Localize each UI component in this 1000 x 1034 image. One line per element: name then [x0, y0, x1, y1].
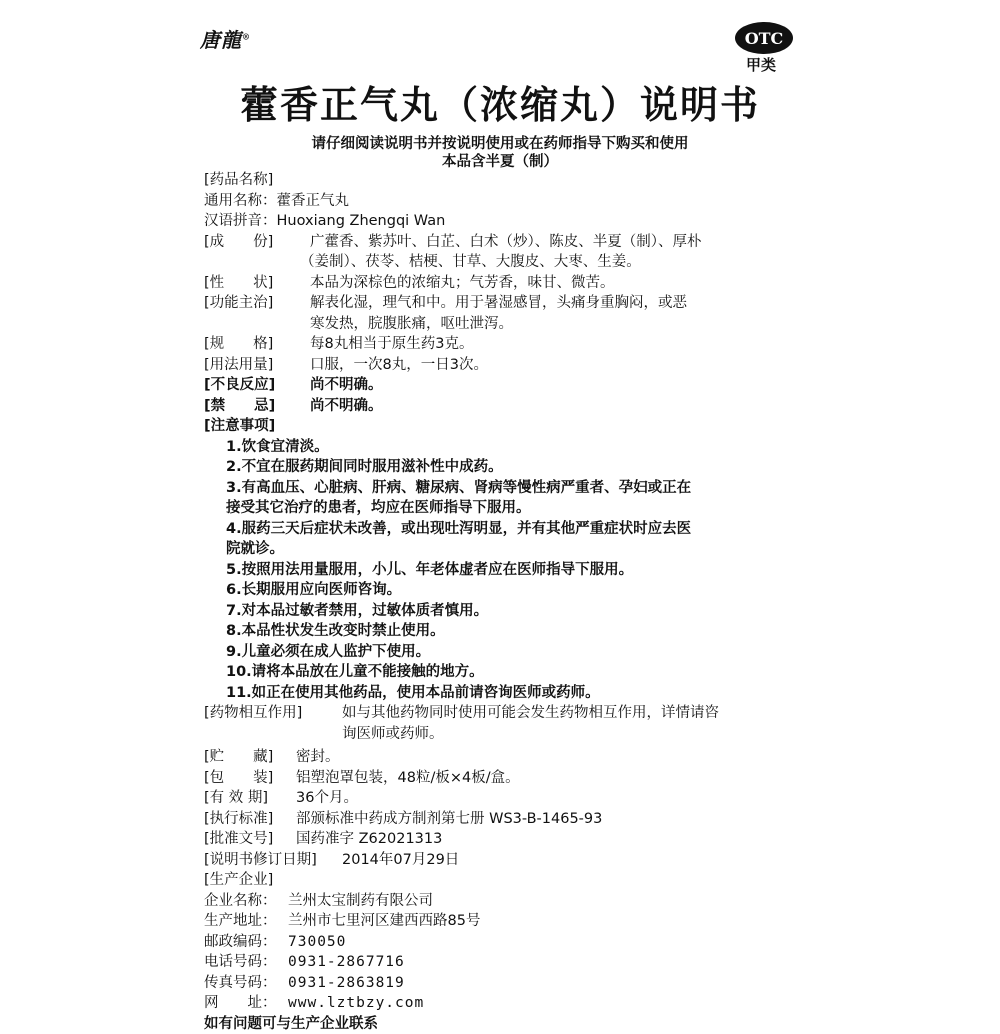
approval-label: [批准文号]: [204, 829, 296, 850]
drug-name-heading: [药品名称]: [204, 170, 804, 191]
company-value: 兰州太宝制药有限公司: [288, 891, 804, 912]
fax-label: 传真号码：: [204, 973, 288, 994]
package-row: [204, 768, 804, 789]
precaution-6: 6.长期服用应向医师咨询。: [204, 580, 804, 601]
revision-value: 2014年07月29日: [342, 850, 804, 871]
validity-label: [有 效 期]: [204, 788, 296, 809]
contact-note: 如有问题可与生产企业联系: [204, 1014, 804, 1034]
validity-value: 36个月。: [296, 788, 804, 809]
otc-class-label: 甲类: [746, 54, 776, 75]
contra-row: [204, 396, 804, 417]
precaution-5: 5.按照用法用量服用，小儿、年老体虚者应在医师指导下服用。: [204, 560, 804, 581]
storage-label: [贮 藏]: [204, 747, 296, 768]
package-value: 铝塑泡罩包装，48粒/板×4板/盒。: [296, 768, 804, 789]
address-label: 生产地址：: [204, 911, 288, 932]
validity-row: [204, 788, 804, 809]
website-label: 网 址：: [204, 993, 288, 1014]
revision-label: [说明书修订日期]: [204, 850, 342, 871]
precaution-3-cont: 接受其它治疗的患者，均应在医师指导下服用。: [204, 498, 804, 519]
ingredients-line-1: 广藿香、紫苏叶、白芷、白术（炒）、陈皮、半夏（制）、厚朴: [310, 232, 804, 253]
adverse-row: [204, 375, 804, 396]
indications-line-2: 寒发热，脘腹胀痛，呕吐泄泻。: [204, 314, 804, 335]
generic-name-label: 通用名称：: [204, 191, 277, 212]
ingredients-line-2: （姜制）、茯苓、桔梗、甘草、大腹皮、大枣、生姜。: [204, 252, 804, 273]
ingredients-label: [成 份]: [204, 232, 310, 253]
interaction-line-1: 如与其他药物同时使用可能会发生药物相互作用，详情请咨: [342, 703, 804, 724]
phone-value: 0931-2867716: [288, 952, 804, 973]
ingredients-row: [204, 232, 804, 253]
pinyin-value: Huoxiang Zhengqi Wan: [277, 211, 805, 232]
storage-value: 密封。: [296, 747, 804, 768]
document-body: [204, 170, 804, 1034]
website-value: www.lztbzy.com: [288, 993, 804, 1014]
standard-label: [执行标准]: [204, 809, 296, 830]
standard-row: [204, 809, 804, 830]
dosage-label: [用法用量]: [204, 355, 310, 376]
precaution-2: 2.不宜在服药期间同时服用滋补性中成药。: [204, 457, 804, 478]
fax-row: [204, 973, 804, 994]
precaution-7: 7.对本品过敏者禁用，过敏体质者慎用。: [204, 601, 804, 622]
indications-line-1: 解表化湿，理气和中。用于暑湿感冒，头痛身重胸闷，或恶: [310, 293, 804, 314]
precaution-4-cont: 院就诊。: [204, 539, 804, 560]
generic-name-row: [204, 191, 804, 212]
address-value: 兰州市七里河区建西西路85号: [288, 911, 804, 932]
precaution-8: 8.本品性状发生改变时禁止使用。: [204, 621, 804, 642]
precaution-1: 1.饮食宜清淡。: [204, 437, 804, 458]
address-row: [204, 911, 804, 932]
interaction-row: [204, 703, 804, 724]
brand-logo: 唐龍®: [200, 24, 251, 53]
precaution-9: 9.儿童必须在成人监护下使用。: [204, 642, 804, 663]
fax-value: 0931-2863819: [288, 973, 804, 994]
revision-row: [204, 850, 804, 871]
phone-label: 电话号码：: [204, 952, 288, 973]
postcode-label: 邮政编码：: [204, 932, 288, 953]
pinyin-row: [204, 211, 804, 232]
contra-value: 尚不明确。: [310, 396, 804, 417]
character-label: [性 状]: [204, 273, 310, 294]
interaction-line-2: 询医师或药师。: [204, 724, 804, 745]
reading-instruction: 请仔细阅读说明书并按说明使用或在药师指导下购买和使用: [200, 132, 800, 153]
contra-label: [禁 忌]: [204, 396, 310, 417]
indications-label: [功能主治]: [204, 293, 310, 314]
manufacturer-heading: [生产企业]: [204, 870, 804, 891]
character-row: [204, 273, 804, 294]
otc-badge: OTC: [735, 22, 793, 54]
precaution-11: 11.如正在使用其他药品，使用本品前请咨询医师或药师。: [204, 683, 804, 704]
website-row: [204, 993, 804, 1014]
spec-value: 每8丸相当于原生药3克。: [310, 334, 804, 355]
approval-value: 国药准字 Z62021313: [296, 829, 804, 850]
storage-row: [204, 747, 804, 768]
dosage-value: 口服，一次8丸，一日3次。: [310, 355, 804, 376]
company-row: [204, 891, 804, 912]
postcode-value: 730050: [288, 932, 804, 953]
pinellia-notice: 本品含半夏（制）: [200, 150, 800, 171]
postcode-row: [204, 932, 804, 953]
generic-name-value: 藿香正气丸: [277, 191, 805, 212]
interaction-label: [药物相互作用]: [204, 703, 342, 724]
document-title: 藿香正气丸（浓缩丸）说明书: [200, 74, 800, 129]
dosage-row: [204, 355, 804, 376]
company-label: 企业名称：: [204, 891, 288, 912]
approval-row: [204, 829, 804, 850]
spec-row: [204, 334, 804, 355]
adverse-label: [不良反应]: [204, 375, 310, 396]
character-value: 本品为深棕色的浓缩丸；气芳香，味甘、微苦。: [310, 273, 804, 294]
standard-value: 部颁标准中药成方制剂第七册 WS3-B-1465-93: [296, 809, 804, 830]
adverse-value: 尚不明确。: [310, 375, 804, 396]
indications-row: [204, 293, 804, 314]
spec-label: [规 格]: [204, 334, 310, 355]
pinyin-label: 汉语拼音：: [204, 211, 277, 232]
precaution-10: 10.请将本品放在儿童不能接触的地方。: [204, 662, 804, 683]
phone-row: [204, 952, 804, 973]
precaution-3: 3.有高血压、心脏病、肝病、糖尿病、肾病等慢性病严重者、孕妇或正在: [204, 478, 804, 499]
package-label: [包 装]: [204, 768, 296, 789]
precaution-4: 4.服药三天后症状未改善，或出现吐泻明显，并有其他严重症状时应去医: [204, 519, 804, 540]
precautions-heading: [注意事项]: [204, 416, 804, 437]
